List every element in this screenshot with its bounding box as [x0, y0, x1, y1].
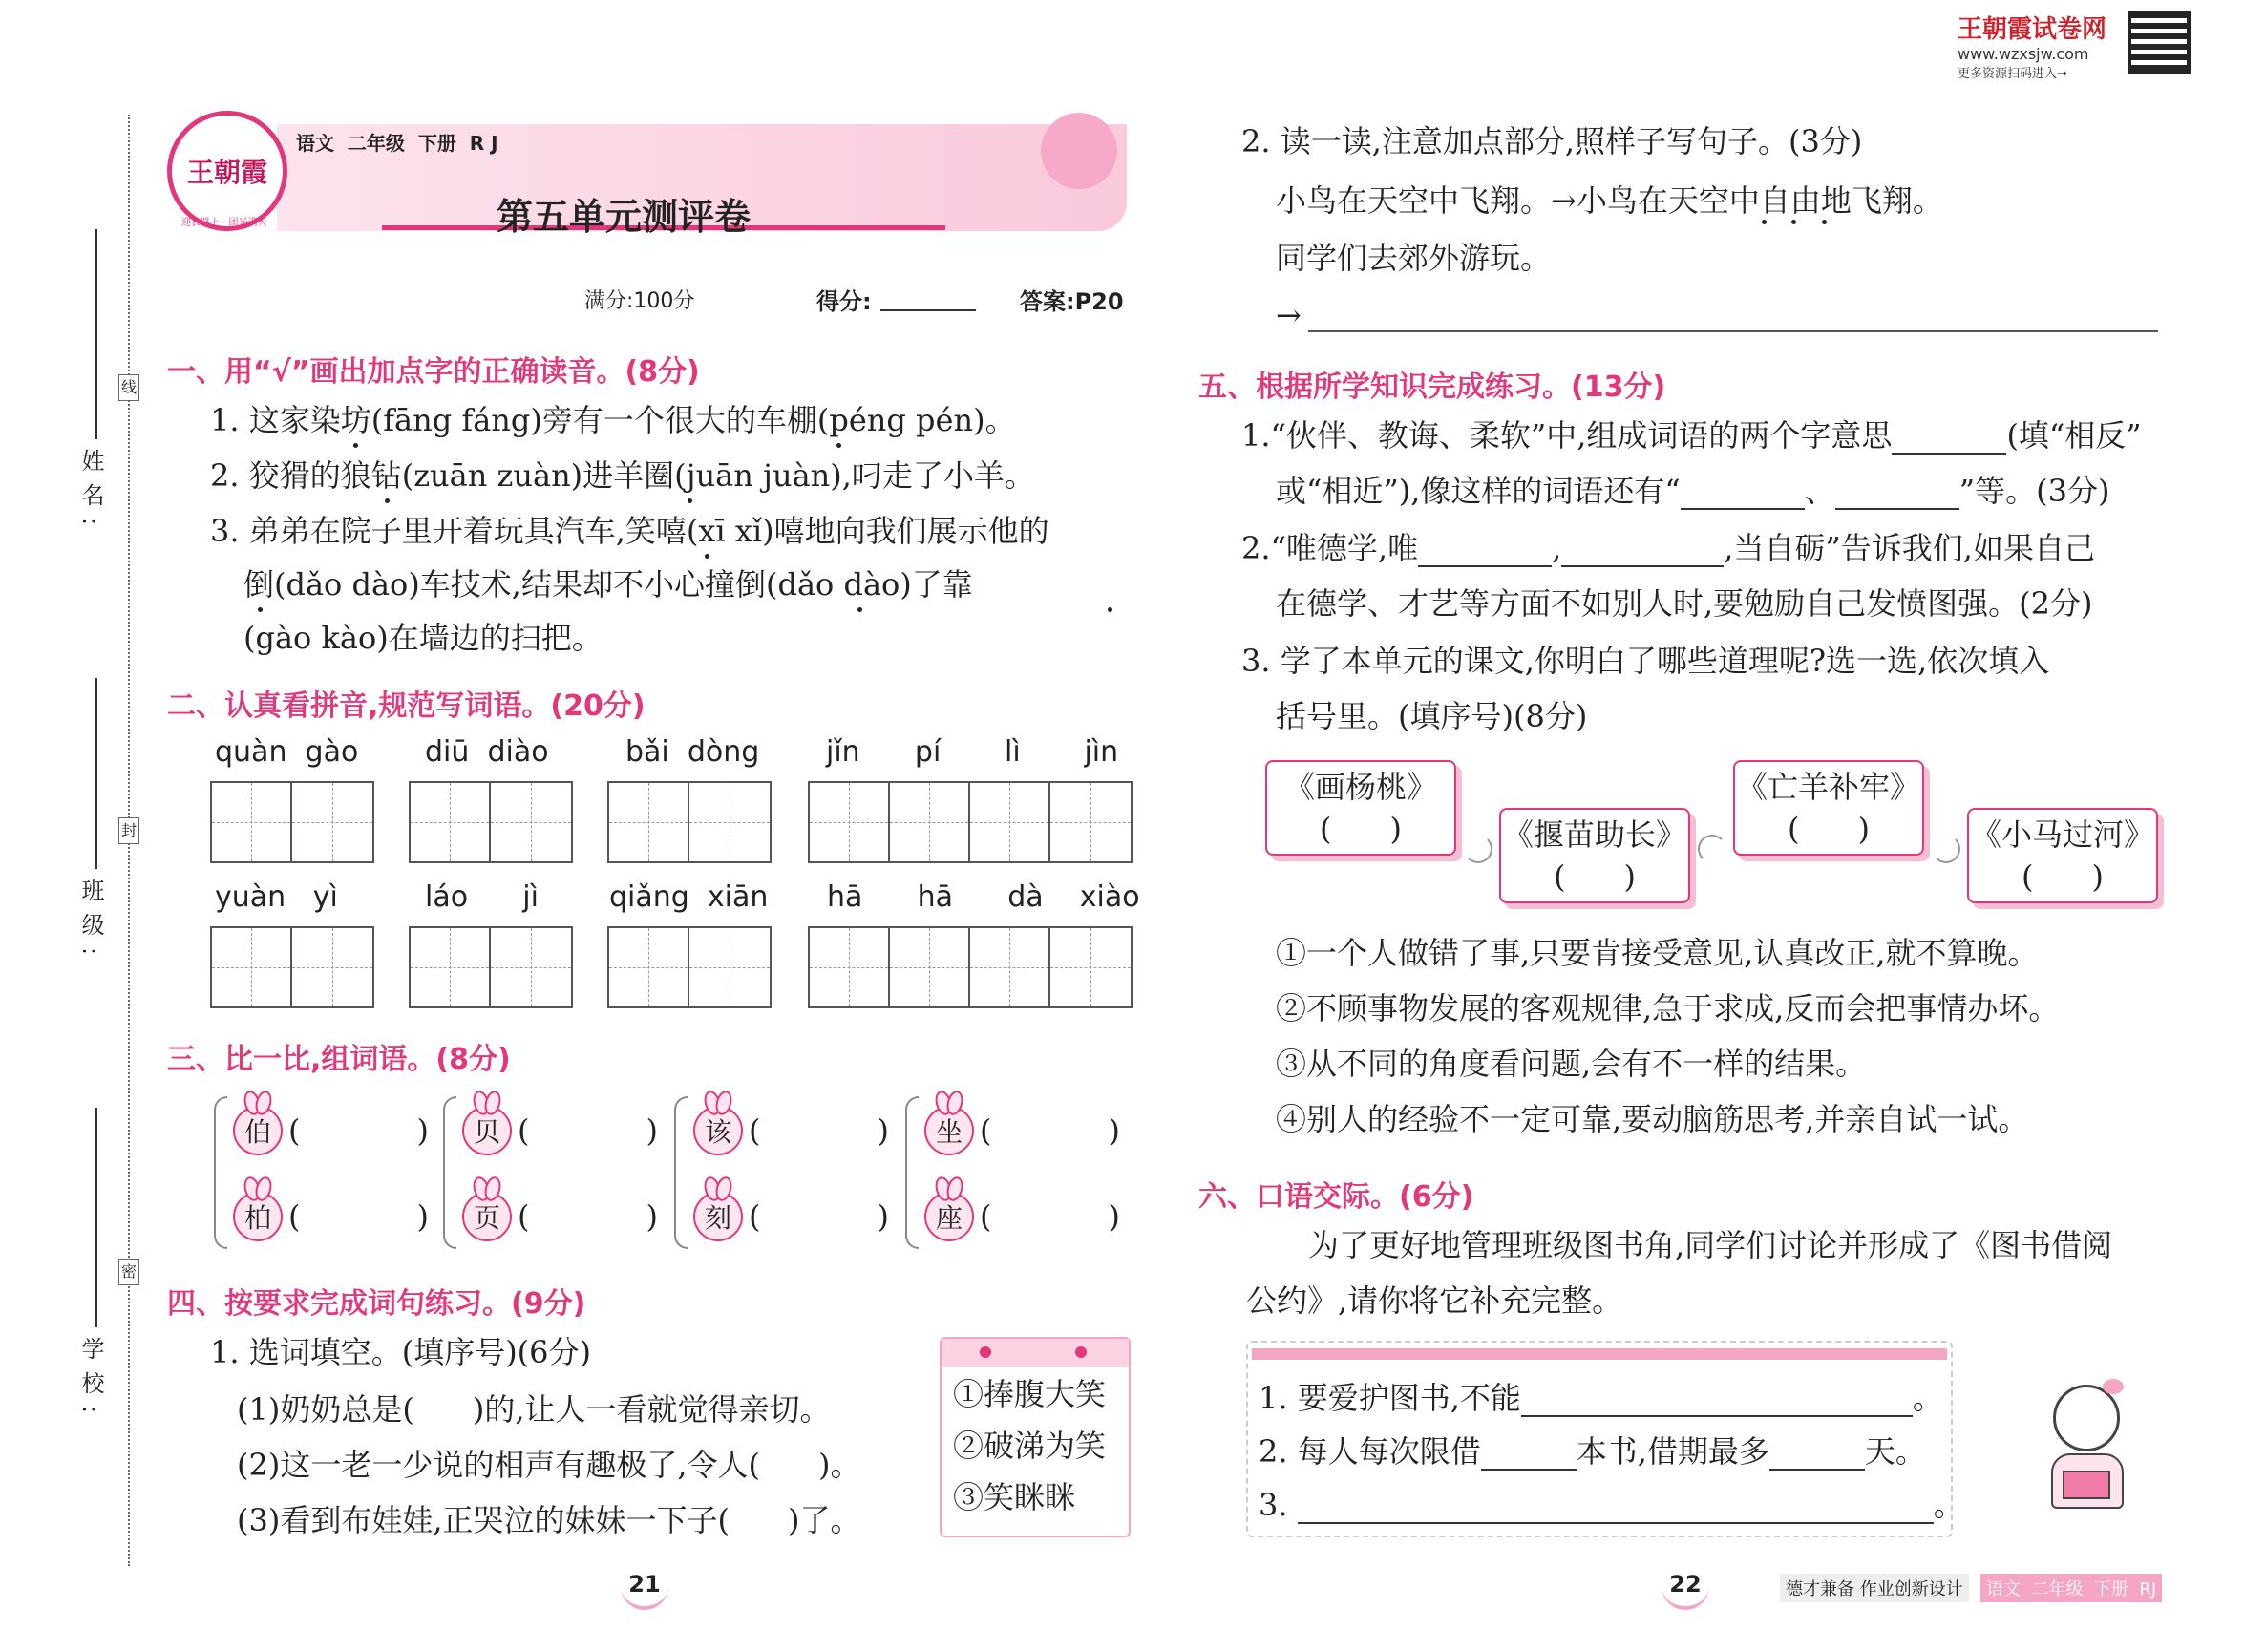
seal-label: 封 [118, 817, 139, 844]
emphasis-dot [258, 607, 263, 612]
emphasis-dot [1791, 220, 1796, 224]
convention-header [1252, 1348, 1947, 1360]
sun-icon [1041, 113, 1117, 189]
blank[interactable] [1298, 1495, 1934, 1524]
rule-2c: 天。 [1864, 1433, 1926, 1470]
s5-q3b: 括号里。(填序号)(8分) [1276, 698, 1588, 734]
answer-paren[interactable]: ( ) [288, 1198, 430, 1235]
pinyin-2: diū diào [425, 735, 549, 769]
score-label: 得分: [816, 288, 872, 315]
girl-head [2053, 1385, 2120, 1451]
blank[interactable] [1681, 481, 1805, 510]
s5-q2b: , [1552, 530, 1562, 566]
book-card-4 [1967, 808, 2158, 903]
dot-icon [980, 1346, 991, 1358]
book-card-2 [1499, 808, 1690, 903]
book-card-1 [1265, 760, 1456, 856]
footer-brand: 德才兼备 作业创新设计 [1780, 1574, 1969, 1602]
name-label: 姓名: [77, 449, 104, 538]
s1-q1: 1. 这家染坊(fāng fáng)旁有一个很大的车棚(péng pén)。 [210, 402, 1016, 438]
answer-paren[interactable]: ( ) [980, 1198, 1121, 1235]
rule-1-text: 1. 要爱护图书,不能 [1259, 1380, 1521, 1416]
s5-q1-line2 [1276, 472, 2109, 510]
s6-intro1: 为了更好地管理班级图书角,同学们讨论并形成了《图书借阅 [1308, 1227, 2113, 1263]
rule-2b: 本书,借期最多 [1576, 1433, 1769, 1470]
brace [905, 1096, 919, 1249]
writing-grid[interactable] [607, 781, 772, 863]
character-4a: 坐 [924, 1106, 974, 1155]
blank[interactable] [1892, 426, 2006, 455]
character-2a: 贝 [462, 1106, 512, 1155]
pinyin-3: bǎi dòng [625, 735, 760, 769]
character-1a: 伯 [233, 1106, 283, 1155]
rule-2 [1259, 1432, 1926, 1471]
section2-title: 二、认真看拼音,规范写词语。(20分) [167, 689, 646, 723]
writing-grid[interactable] [409, 781, 573, 863]
page-number-right: 22 [1662, 1562, 1709, 1610]
writing-grid[interactable] [808, 926, 1133, 1008]
answer-paren[interactable]: ( ) [749, 1112, 890, 1149]
school-label: 学校: [77, 1337, 104, 1426]
section4-title: 四、按要求完成词句练习。(9分) [167, 1287, 586, 1321]
answer-paren[interactable]: ( ) [288, 1112, 430, 1149]
blank[interactable] [1418, 539, 1552, 567]
s5-q3a: 3. 学了本单元的课文,你明白了哪些道理呢?选一选,依次填入 [1241, 643, 2050, 679]
word-bank [940, 1337, 1131, 1537]
watermark-url: www.wzxsjw.com [1958, 45, 2089, 63]
character-3b: 刻 [693, 1192, 743, 1241]
s4-q2: 2. 读一读,注意加点部分,照样子写句子。(3分) [1241, 123, 1863, 159]
pinyin-6: láo jì [425, 880, 539, 914]
emphasis-dot [1822, 220, 1827, 224]
option-3: ③笑眯眯 [953, 1479, 1076, 1515]
writing-grid[interactable] [808, 781, 1133, 863]
blank[interactable] [1521, 1388, 1913, 1417]
section3-title: 三、比一比,组词语。(8分) [167, 1043, 511, 1076]
answer-paren[interactable]: ( ) [980, 1112, 1121, 1149]
full-score: 满分:100分 [584, 289, 695, 313]
girl-bow-icon [2103, 1379, 2124, 1394]
logo-text: 王朝霞 [186, 157, 267, 188]
answer-bracket[interactable]: ( ) [1320, 811, 1402, 847]
s5-q1a: 1.“伙伴、教诲、柔软”中,组成词语的两个字意思 [1241, 417, 1893, 454]
qr-code-icon[interactable] [2128, 11, 2191, 74]
reason-2: ②不顾事物发展的客观规律,急于求成,反而会把事情办坏。 [1276, 990, 2060, 1027]
s1-q3a: 3. 弟弟在院子里开着玩具汽车,笑嘻(xī xǐ)嘻地向我们展示他的 [210, 513, 1049, 549]
class-label: 班级: [77, 879, 104, 967]
book-title: 《亡羊补牢》 [1736, 769, 1920, 805]
connector-arrow-icon [1698, 835, 1726, 863]
section1-title: 一、用“√”画出加点字的正确读音。(8分) [167, 355, 700, 389]
emphasis-dot [1762, 220, 1767, 224]
s5-q1b: (填“相反” [2006, 417, 2142, 454]
answer-bracket[interactable]: ( ) [2022, 858, 2104, 895]
book-title: 《揠苗助长》 [1502, 816, 1686, 853]
s4-q1: 1. 选词填空。(填序号)(6分) [210, 1334, 592, 1370]
writing-grid[interactable] [607, 926, 772, 1008]
answer-paren[interactable]: ( ) [749, 1198, 890, 1235]
section6-title: 六、口语交际。(6分) [1198, 1180, 1474, 1214]
arrow: → [1276, 297, 1302, 333]
pinyin-5: yuàn yì [215, 880, 338, 914]
rule-2a: 2. 每人每次限借 [1259, 1433, 1481, 1470]
s5-q1d: 、 [1804, 473, 1835, 509]
footer-tag: 语文 二年级 下册 RJ [1980, 1574, 2162, 1602]
brace [214, 1096, 227, 1249]
s4-prompt: 同学们去郊外游玩。 [1276, 240, 1552, 276]
sentence-answer-line[interactable] [1308, 330, 2158, 332]
class-field[interactable] [95, 678, 97, 869]
book-title: 《画杨桃》 [1283, 769, 1437, 805]
blank[interactable] [1835, 481, 1959, 510]
book-card-3 [1733, 760, 1924, 856]
brace [674, 1096, 688, 1249]
s5-q2a: 2.“唯德学,唯 [1241, 530, 1419, 566]
s4-s1: (1)奶奶总是( )的,让人一看就觉得亲切。 [237, 1391, 831, 1428]
s5-q1e: ”等。(3分) [1958, 473, 2110, 509]
s5-q1c: 或“相近”),像这样的词语还有“ [1276, 473, 1681, 509]
watermark-slogan: 更多资源扫码进入→ [1958, 67, 2067, 81]
rule-1 [1259, 1379, 1943, 1417]
blank[interactable] [1481, 1442, 1577, 1471]
emphasis-dot [705, 554, 709, 559]
writing-grid[interactable] [409, 926, 573, 1008]
girl-reading-illustration [2024, 1375, 2149, 1518]
reason-4: ④别人的经验不一定可靠,要动脑筋思考,并亲自试一试。 [1276, 1101, 2029, 1137]
book-title: 《小马过河》 [1970, 816, 2154, 853]
emphasis-dot [836, 443, 841, 448]
word-bank-header [942, 1339, 1129, 1367]
pinyin-4: jǐn pí lì jìn [826, 735, 1119, 769]
emphasis-dot [385, 498, 390, 503]
s4-s3: (3)看到布娃娃,正哭泣的妹妹一下子( )了。 [237, 1502, 861, 1538]
rule-3-end: 。 [1933, 1487, 1964, 1523]
emphasis-dot [353, 443, 358, 448]
brace [443, 1096, 456, 1249]
answer-paren[interactable]: ( ) [518, 1198, 659, 1235]
answer-ref: 答案:P20 [1020, 288, 1124, 315]
s1-q2: 2. 狡猾的狼钻(zuān zuàn)进羊圈(juān juàn),叼走了小羊。 [210, 457, 1035, 494]
s4-example: 小鸟在天空中飞翔。→小鸟在天空中自由地飞翔。 [1276, 182, 1943, 219]
book-icon [2063, 1471, 2110, 1499]
dot-icon [1075, 1346, 1087, 1358]
s1-q3b: 倒(dǎo dào)车技术,结果却不小心撞倒(dǎo dào)了靠 [243, 566, 973, 603]
rule-1-end: 。 [1912, 1380, 1943, 1416]
blank[interactable] [1769, 1442, 1865, 1471]
character-4b: 座 [924, 1192, 974, 1241]
character-3a: 该 [693, 1106, 743, 1155]
s1-q3c: (gào kào)在墙边的扫把。 [243, 620, 603, 656]
character-1b: 柏 [233, 1192, 283, 1241]
pinyin-7: qiǎng xiān [609, 880, 769, 914]
option-2: ②破涕为笑 [953, 1428, 1107, 1464]
cut-line-label: 线 [118, 374, 139, 401]
answer-bracket[interactable]: ( ) [1788, 811, 1870, 847]
emphasis-dot [1108, 607, 1112, 612]
writing-grid[interactable] [210, 781, 374, 863]
emphasis-dot [857, 607, 862, 612]
score-field[interactable] [880, 309, 976, 311]
secret-label: 密 [118, 1259, 139, 1285]
page-number-left: 21 [621, 1562, 668, 1610]
rule-3 [1259, 1486, 1964, 1524]
writing-grid[interactable] [210, 926, 374, 1008]
school-field[interactable] [95, 1108, 97, 1327]
name-field[interactable] [95, 229, 97, 439]
s5-q2d: 在德学、才艺等方面不如别人时,要勉励自己发愤图强。(2分) [1276, 585, 2093, 622]
answer-paren[interactable]: ( ) [518, 1112, 659, 1149]
connector-arrow-icon [1932, 835, 1960, 863]
subject-line: 语文 二年级 下册 R J [296, 132, 498, 155]
s4-s2: (2)这一老一少说的相声有趣极了,令人( )。 [237, 1447, 861, 1483]
s6-intro2: 公约》,请你将它补充完整。 [1246, 1282, 1623, 1319]
page-title: 第五单元测评卷 [497, 196, 752, 238]
pinyin-1: quàn gào [215, 735, 359, 769]
answer-bracket[interactable]: ( ) [1554, 858, 1636, 895]
watermark-brand: 王朝霞试卷网 [1958, 15, 2107, 44]
character-2b: 页 [462, 1192, 512, 1241]
option-1: ①捧腹大笑 [953, 1376, 1107, 1412]
section5-title: 五、根据所学知识完成练习。(13分) [1198, 371, 1666, 404]
logo-subtitle: 迎长路上 · 团光满天 [181, 218, 267, 228]
reason-3: ③从不同的角度看问题,会有不一样的结果。 [1276, 1046, 1867, 1082]
s5-q2 [1241, 529, 2095, 567]
s5-q2c: ,当自砺”告诉我们,如果自己 [1724, 530, 2095, 566]
emphasis-dot [688, 498, 692, 503]
reason-1: ①一个人做错了事,只要肯接受意见,认真改正,就不算晚。 [1276, 935, 2039, 971]
s5-q1 [1241, 416, 2142, 455]
blank[interactable] [1561, 539, 1724, 567]
rule-3-text: 3. [1259, 1487, 1288, 1523]
connector-arrow-icon [1464, 835, 1492, 863]
pinyin-8: hā hā dà xiào [827, 880, 1140, 914]
